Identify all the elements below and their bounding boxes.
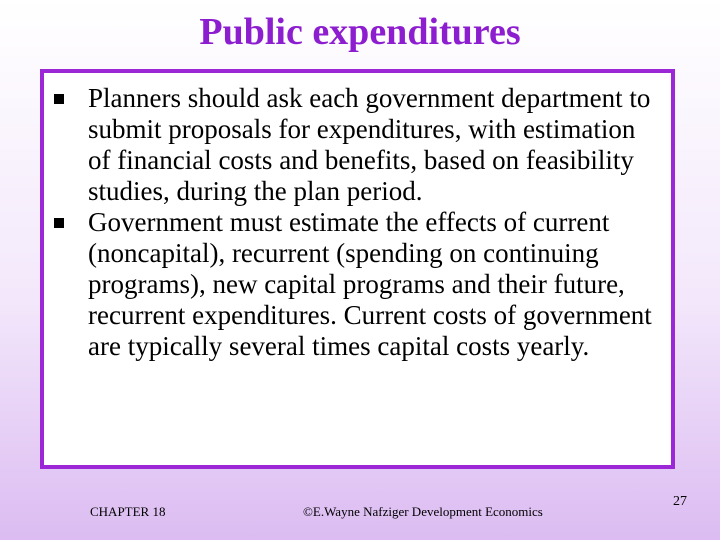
bullet-list: [44, 83, 671, 362]
bullet-text: Planners should ask each government department to submit proposals for expenditures, with estimation of financial costs and benefits, based on feasibility studies, during the plan period.: [88, 83, 651, 206]
footer-chapter: CHAPTER 18: [90, 504, 166, 519]
square-bullet-icon: [54, 94, 64, 104]
content-box: [40, 69, 675, 469]
page-number: 27: [673, 494, 687, 509]
slide-title: Public expenditures: [199, 11, 521, 53]
bullet-item: [44, 83, 671, 207]
square-bullet-icon: [54, 218, 64, 228]
bullet-item: [44, 207, 671, 362]
bullet-text: Government must estimate the effects of current (noncapital), recurrent (spending on continuing programs), new capital programs and their future, recurrent expenditures. Current costs of government are typically several times capital costs yearly.: [88, 207, 652, 361]
footer-credit: ©E.Wayne Nafziger Development Economics: [303, 504, 543, 519]
